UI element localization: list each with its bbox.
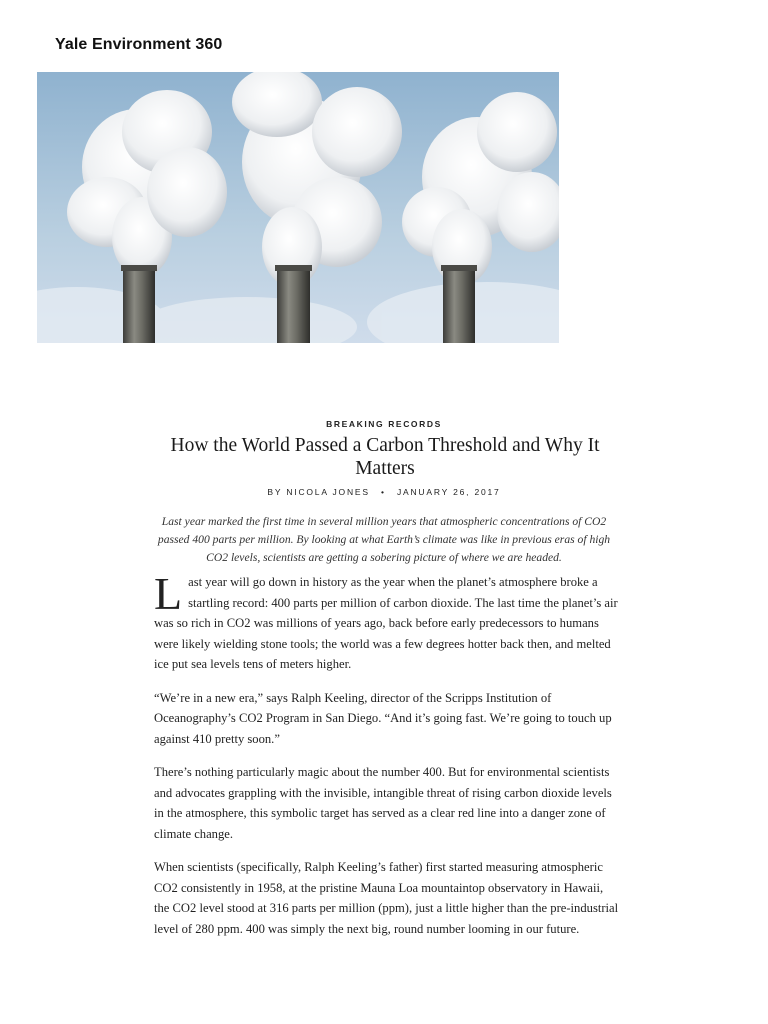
article-body — [154, 568, 620, 952]
drop-cap: L — [154, 568, 183, 619]
article-dek: Last year marked the first time in several million years that atmospheric concentrations of CO2 passed 400 parts per million. By looking at what Earth’s climate was like in previous eras of high CO2 levels, scientists are getting a sobering picture of where we are headed. — [157, 515, 611, 564]
byline-separator: • — [381, 487, 386, 497]
article-paragraph — [154, 568, 620, 675]
article-title: How the World Passed a Carbon Threshold and Why It Matters — [170, 435, 600, 479]
site-logo[interactable]: Yale Environment 360 — [55, 36, 223, 53]
article-kicker[interactable]: BREAKING RECORDS — [326, 419, 442, 429]
article-paragraph: “We’re in a new era,” says Ralph Keeling, director of the Scripps Institution of Oceanography’s CO2 Program in San Diego. “And it’s going fast. We’re going to touch up against 410 pretty soon.” — [154, 690, 612, 746]
byline-date: JANUARY 26, 2017 — [396, 487, 501, 497]
byline-author[interactable]: NICOLA JONES — [286, 487, 370, 497]
paragraph-text: ast year will go down in history as the year when the planet’s atmosphere broke a startling record: 400 parts per million of carbon dioxide. The last time the planet’s air was so rich in CO2 was millions of years ago, back before early predecessors to humans were likely wielding stone tools; the world was a few degrees hotter back then, and melted ice put sea levels tens of meters higher. — [154, 575, 618, 671]
smokestacks-illustration — [37, 72, 559, 343]
article-paragraph: When scientists (specifically, Ralph Keeling’s father) first started measuring atmospheric CO2 consistently in 1958, at the pristine Mauna Loa mountaintop observatory in Hawaii, the CO2 level stood at 316 parts per million (ppm), just a little higher than the pre-industrial level of 280 ppm. 400 was simply the next big, round number looming in our future. — [154, 860, 619, 936]
article-paragraph: There’s nothing particularly magic about the number 400. But for environmental scientists and advocates grappling with the invisible, intangible threat of rising carbon dioxide levels in the atmosphere, this symbolic target has served as a clear red line into a danger zone of climate change. — [154, 765, 612, 841]
article-byline — [0, 487, 768, 497]
byline-prefix: BY — [267, 487, 283, 497]
hero-image — [37, 72, 559, 343]
